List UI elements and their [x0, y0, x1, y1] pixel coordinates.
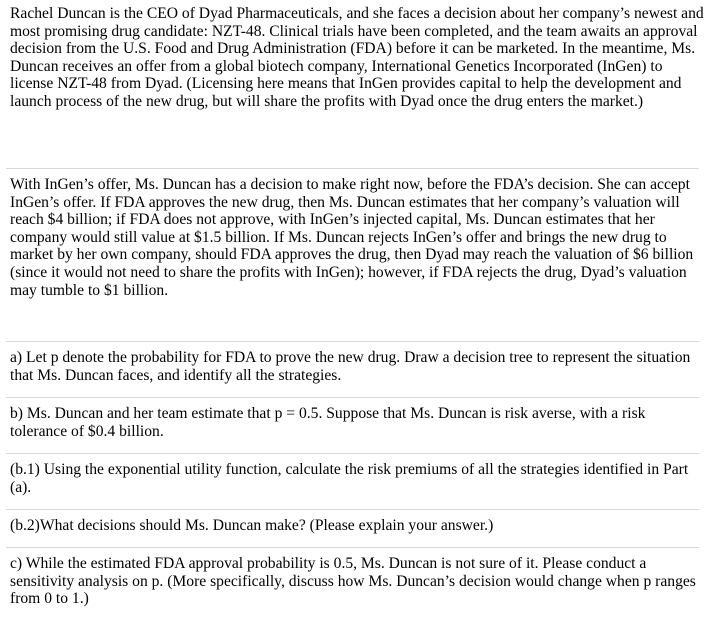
paragraph-divider [6, 547, 699, 548]
question-b: b) Ms. Duncan and her team estimate that p = 0.5. Suppose that Ms. Duncan is risk averse, with a risk tolerance of $0.4 billion. [10, 405, 646, 440]
paragraph-divider [6, 341, 699, 342]
paragraph-divider [6, 453, 699, 454]
paragraph-case-intro: Rachel Duncan is the CEO of Dyad Pharmaceuticals, and she faces a decision about her company’s newest and most promising drug candidate: NZT-48. Clinical trials have been completed, and the team awaits an approval decision from the U.S. Food and Drug Administration (FDA) before it can be marketed. In the meantime, Ms. Duncan receives an offer from a global biotech company, International Genetics Incorporated (InGen) to license NZT-48 from Dyad. (Licensing here means that InGen provides capital to help the development and launch process of the new drug, but will share the profits with Dyad once the drug enters the market.) [10, 5, 704, 110]
question-a: a) Let p denote the probability for FDA to prove the new drug. Draw a decision tree to represent the situation that Ms. Duncan faces, and identify all the strategies. [10, 349, 691, 384]
paragraph-divider [6, 397, 699, 398]
question-c: c) While the estimated FDA approval probability is 0.5, Ms. Duncan is not sure of it. Please conduct a sensitivity analysis on p. (More specifically, discuss how Ms. Duncan’s decision would change when p ranges from 0 to 1.) [10, 555, 696, 608]
paragraph-offer-details: With InGen’s offer, Ms. Duncan has a decision to make right now, before the FDA’s decision. She can accept InGen’s offer. If FDA approves the new drug, then Ms. Duncan estimates that her company’s valuation will reach $4 billion; if FDA does not approve, with InGen’s injected capital, Ms. Duncan estimates that her company would still value at $1.5 billion. If Ms. Duncan rejects InGen’s offer and brings the new drug to market by her own company, should FDA approves the drug, then Dyad may reach the valuation of $6 billion (since it would not need to share the profits with InGen); however, if FDA rejects the drug, Dyad’s valuation may tumble to $1 billion. [10, 176, 694, 299]
paragraph-divider [6, 168, 699, 169]
paragraph-divider [6, 509, 699, 510]
question-b1: (b.1) Using the exponential utility function, calculate the risk premiums of all the strategies identified in Part (a). [10, 461, 689, 496]
question-b2: (b.2)What decisions should Ms. Duncan make? (Please explain your answer.) [10, 517, 494, 534]
